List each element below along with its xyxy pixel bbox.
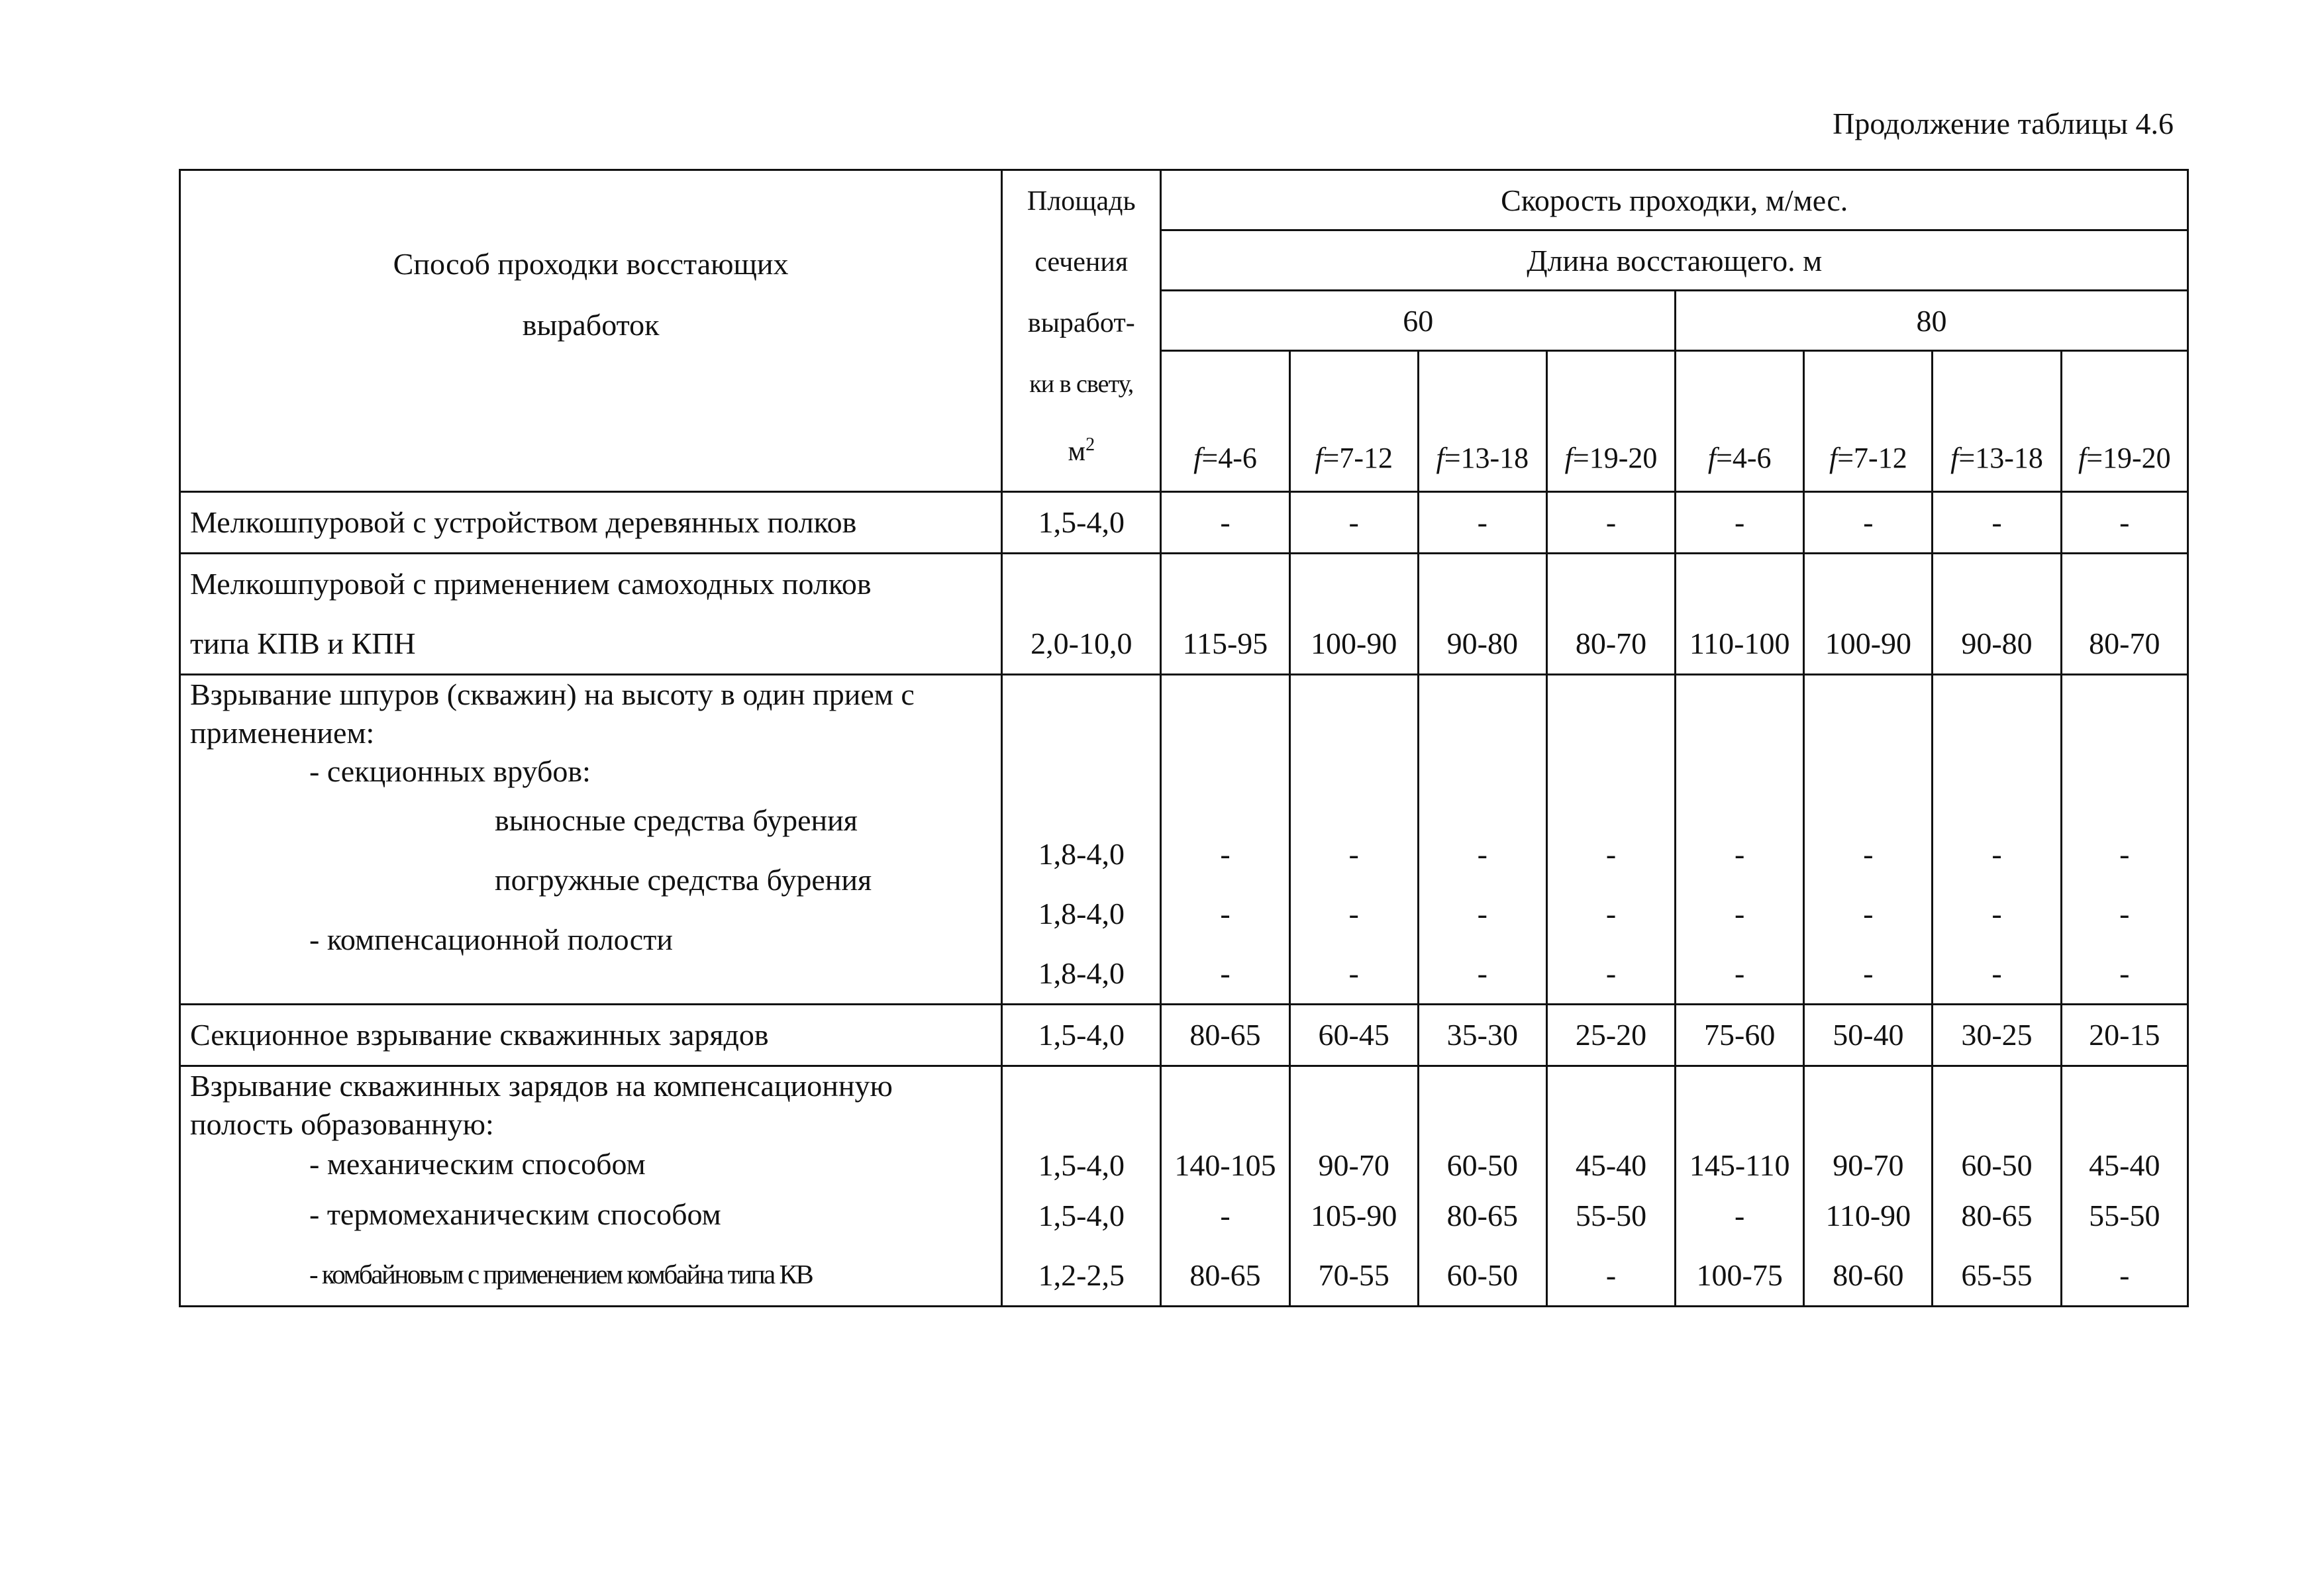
sub-item: выносные средства бурения [495, 803, 858, 837]
row-method: Мелкошпуровой с устройством деревянных полков [190, 505, 857, 539]
row-method: Взрывание скважинных зарядов на компенсационную [190, 1069, 893, 1103]
row-method: Мелкошпуровой с применением самоходных полков [190, 567, 872, 601]
data-table [179, 169, 2189, 1307]
row-method: Взрывание шпуров (скважин) на высоту в один прием с [190, 677, 915, 711]
table-caption: Продолжение таблицы 4.6 [1833, 107, 2174, 140]
table-row: Мелкошпуровой с устройством деревянных полков 1,5-4,0 - - - - - - - - [180, 492, 2188, 554]
f-label: f=7-12 [1289, 351, 1418, 492]
table-row: Секционное взрывание скважинных зарядов 1,5-4,0 80-65 60-45 35-30 25-20 75-60 50-40 30-25 20-15 [180, 1005, 2188, 1066]
row-area: 1,5-4,0 [1038, 1018, 1125, 1052]
table-row: Взрывание скважинных зарядов на компенсационную полость образованную: - механическим способом - термомеханическим способом - комбайновым с применением комбайна типа КВ 1,5-4,0 1,5-4,0 1,2-2,5 140-105 - 80-65 90-70 105-90 70-55 60-50 80-65 60-50 45-40 55-50 - 145-110 - 100-75 90-70 110-90 80-60 60-50 80-65 65-55 45-40 55-50 - [180, 1066, 2188, 1307]
header-speed: Скорость проходки, м/мес. [1161, 170, 2188, 230]
f-label: f=7-12 [1804, 351, 1933, 492]
header-length: Длина восстающего. м [1161, 230, 2188, 291]
f-label: f=4-6 [1161, 351, 1289, 492]
row-method: Секционное взрывание скважинных зарядов [190, 1018, 769, 1052]
f-label: f=19-20 [1546, 351, 1675, 492]
f-label: f=19-20 [2061, 351, 2188, 492]
sub-item: - комбайновым с применением комбайна типа КВ [309, 1259, 813, 1289]
row-area: 1,5-4,0 [1038, 505, 1125, 539]
table-row: Взрывание шпуров (скважин) на высоту в один прием с применением: - секционных врубов: выносные средства бурения погружные средства бурения - компенсационной полости 1,8-4,0 1,8-4,0 1,8-4,0 - - - - - - - - - - - - - - - - - - - - - - - - [180, 675, 2188, 1005]
sub-item: - механическим способом [309, 1147, 646, 1181]
header-area: Площадь сечения выработ- ки в свету, $м^2$ [1002, 170, 1161, 492]
length-60: 60 [1161, 291, 1676, 351]
row-area: 2,0-10,0 [1031, 626, 1133, 660]
sub-item: - компенсационной полости [309, 923, 673, 956]
header-method: Способ проходки восстающих выработок [180, 170, 1002, 492]
length-80: 80 [1676, 291, 2188, 351]
f-label: f=13-18 [1418, 351, 1546, 492]
table-row: Мелкошпуровой с применением самоходных полков типа КПВ и КПН 2,0-10,0 115-95 100-90 90-80 80-70 110-100 100-90 90-80 80-70 [180, 554, 2188, 675]
f-label: f=13-18 [1933, 351, 2061, 492]
f-label: f=4-6 [1676, 351, 1804, 492]
sub-item: - термомеханическим способом [309, 1197, 721, 1231]
sub-item: погружные средства бурения [495, 863, 872, 897]
